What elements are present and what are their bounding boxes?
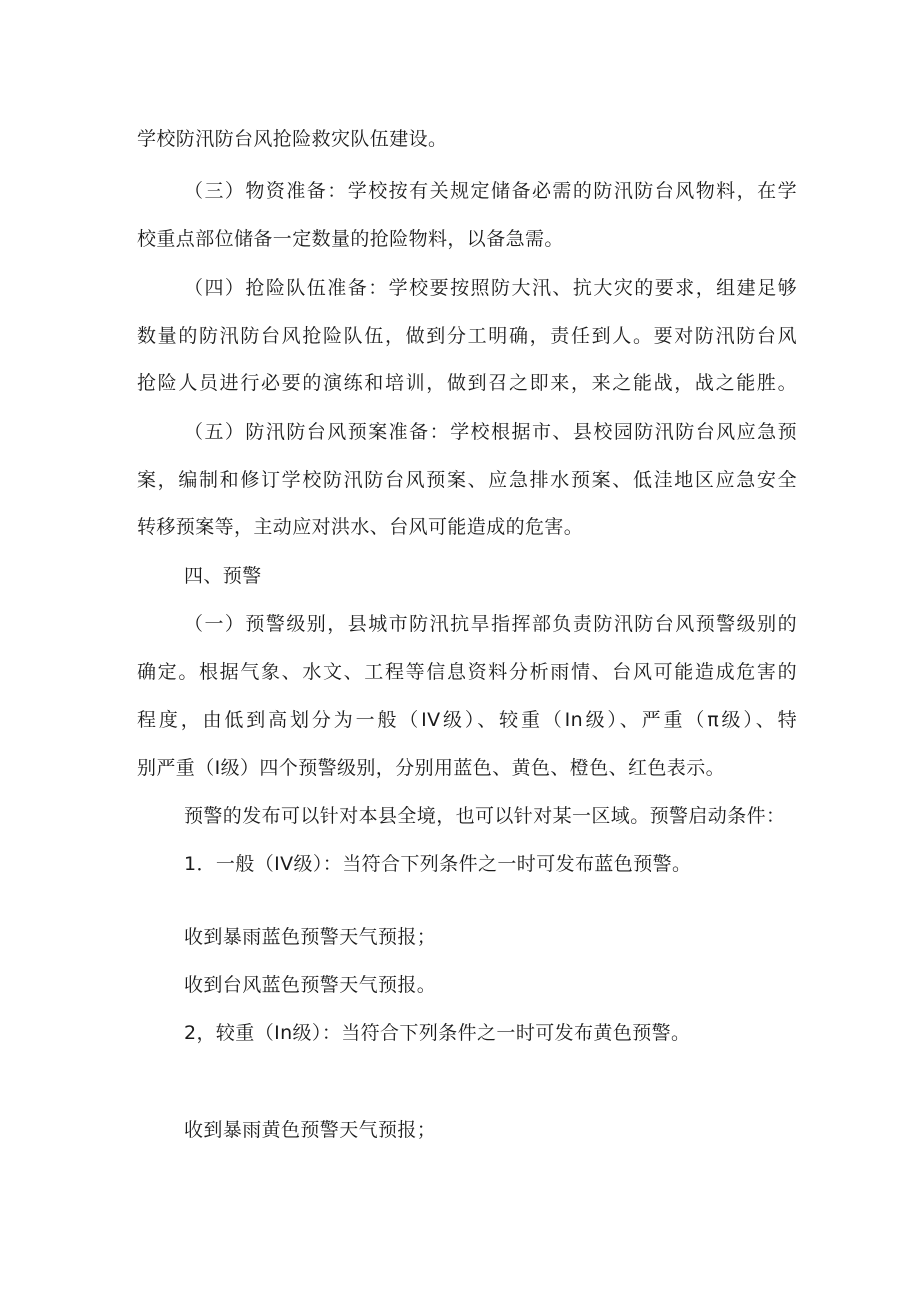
text-line-2: （三）物资准备：学校按有关规定储备必需的防汛防台风物料，在学 (184, 180, 797, 202)
text-line-16: 1．一般（IV级）：当符合下列条件之一时可发布蓝色预警。 (184, 853, 692, 875)
text-line-4: （四）抢险队伍准备：学校要按照防大汛、抗大灾的要求，组建足够 (184, 277, 797, 299)
text-line-18: 收到台风蓝色预警天气预报。 (184, 974, 437, 996)
text-line-11: （一）预警级别，县城市防汛抗旱指挥部负责防汛防台风预警级别的 (184, 613, 797, 635)
text-line-8: 案，编制和修订学校防汛防台风预案、应急排水预案、低洼地区应急安全 (137, 469, 797, 491)
text-line-7: （五）防汛防台风预案准备：学校根据市、县校园防汛防台风应急预 (184, 421, 797, 443)
text-line-9: 转移预案等，主动应对洪水、台风可能造成的危害。 (137, 516, 584, 538)
text-line-15: 预警的发布可以针对本县全境，也可以针对某一区域。预警启动条件： (184, 805, 786, 827)
section-heading-warning: 四、预警 (184, 565, 262, 587)
text-line-20: 收到暴雨黄色预警天气预报； (184, 1119, 437, 1141)
text-line-1: 学校防汛防台风抢险救灾队伍建设。 (137, 128, 448, 150)
text-line-14: 别严重（I级）四个预警级别，分别用蓝色、黄色、橙色、红色表示。 (137, 757, 726, 779)
text-line-3: 校重点部位储备一定数量的抢险物料，以备急需。 (137, 228, 564, 250)
text-line-19: 2，较重（In级）：当符合下列条件之一时可发布黄色预警。 (184, 1022, 691, 1044)
text-line-17: 收到暴雨蓝色预警天气预报； (184, 926, 437, 948)
text-line-6: 抢险人员进行必要的演练和培训，做到召之即来，来之能战，战之能胜。 (137, 372, 797, 394)
text-line-5: 数量的防汛防台风抢险队伍，做到分工明确，责任到人。要对防汛防台风 (137, 325, 797, 347)
text-line-13: 程度，由低到高划分为一般（IV级）、较重（In级）、严重（π级）、特 (137, 709, 797, 731)
text-line-12: 确定。根据气象、水文、工程等信息资料分析雨情、台风可能造成危害的 (137, 661, 797, 683)
